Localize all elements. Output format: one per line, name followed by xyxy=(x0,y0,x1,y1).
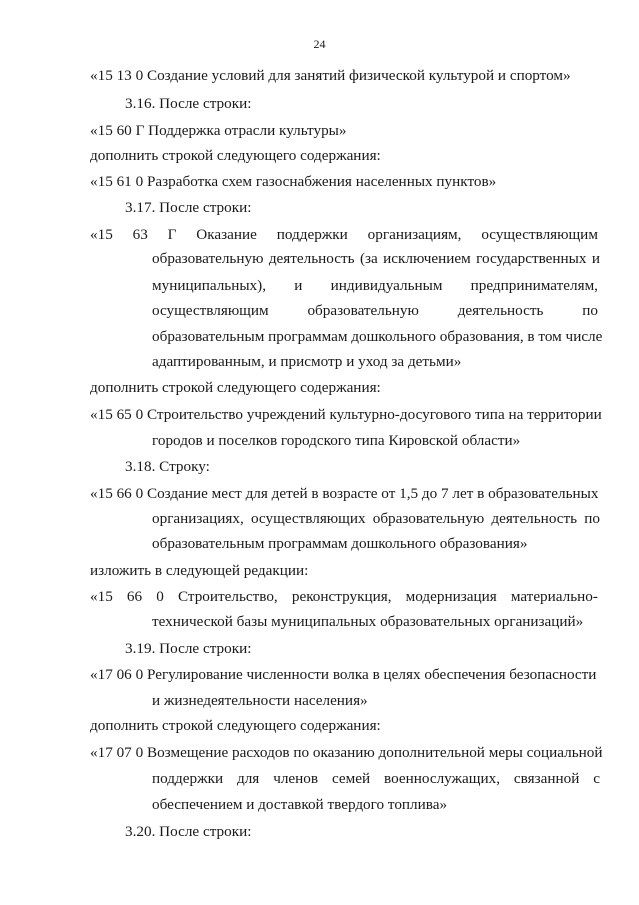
text-word: модернизация xyxy=(405,588,497,605)
text-word: Оказание xyxy=(196,226,257,243)
text-word: поддержки xyxy=(276,226,348,243)
text-word: Строительство, xyxy=(177,588,278,605)
text-word: по xyxy=(582,302,598,319)
text-word: и xyxy=(294,277,303,294)
section-heading: 3.18. Строку: xyxy=(125,458,210,475)
section-heading: 3.19. После строки: xyxy=(125,640,252,657)
text-word: осуществляющим xyxy=(152,302,269,319)
text-word: осуществляющим xyxy=(481,226,598,243)
text-word: 63 xyxy=(132,226,148,243)
text-line: образовательным программам дошкольного образования» xyxy=(152,535,528,552)
text-line: и жизнедеятельности населения» xyxy=(152,692,368,709)
text-word: 0 xyxy=(156,588,164,605)
text-word: индивидуальным xyxy=(330,277,443,294)
section-heading: 3.20. После строки: xyxy=(125,823,252,840)
text-line: «15 13 0 Создание условий для занятий физической культурой и спортом» xyxy=(90,67,571,84)
text-line: образовательную деятельность (за исключением государственных и xyxy=(152,250,600,267)
text-line: обеспечением и доставкой твердого топлива» xyxy=(152,796,448,813)
spread-line xyxy=(152,276,598,296)
text-word: организациям, xyxy=(367,226,462,243)
text-line: дополнить строкой следующего содержания: xyxy=(90,379,381,396)
text-line: «15 66 0 Создание мест для детей в возрасте от 1,5 до 7 лет в образовательных xyxy=(90,485,599,502)
section-heading: 3.16. После строки: xyxy=(125,95,252,112)
page-number: 24 xyxy=(313,37,326,51)
text-line: дополнить строкой следующего содержания: xyxy=(90,717,381,734)
text-line: «17 07 0 Возмещение расходов по оказанию дополнительной меры социальной xyxy=(90,744,603,761)
text-word: деятельность xyxy=(457,302,544,319)
text-line: «15 61 0 Разработка схем газоснабжения населенных пунктов» xyxy=(90,173,497,190)
text-line: изложить в следующей редакции: xyxy=(90,562,309,579)
text-line: «15 65 0 Строительство учреждений культурно-досугового типа на территории xyxy=(90,406,602,423)
text-word: предпринимателям, xyxy=(470,277,598,294)
text-line: адаптированным, и присмотр и уход за детьми» xyxy=(152,353,462,370)
text-line: «17 06 0 Регулирование численности волка в целях обеспечения безопасности xyxy=(90,666,597,683)
text-line: поддержки для членов семей военнослужащих, связанной с xyxy=(152,770,600,787)
text-word: реконструкция, xyxy=(291,588,392,605)
text-line: «15 60 Г Поддержка отрасли культуры» xyxy=(90,122,347,139)
spread-line xyxy=(90,225,598,245)
text-line: городов и поселков городского типа Кировской области» xyxy=(152,432,521,449)
text-word: материально- xyxy=(510,588,598,605)
text-line: образовательным программам дошкольного образования, в том числе xyxy=(152,328,603,345)
text-word: муниципальных), xyxy=(152,277,267,294)
section-heading: 3.17. После строки: xyxy=(125,199,252,216)
text-word: образовательную xyxy=(307,302,419,319)
text-line: организациях, осуществляющих образовательную деятельность по xyxy=(152,510,600,527)
spread-line xyxy=(90,587,598,607)
spread-line xyxy=(152,301,598,321)
text-line: дополнить строкой следующего содержания: xyxy=(90,147,381,164)
text-word: «15 xyxy=(90,226,113,243)
text-word: «15 xyxy=(90,588,113,605)
text-line: технической базы муниципальных образовательных организаций» xyxy=(152,613,584,630)
text-word: 66 xyxy=(126,588,143,605)
text-word: Г xyxy=(167,226,177,243)
